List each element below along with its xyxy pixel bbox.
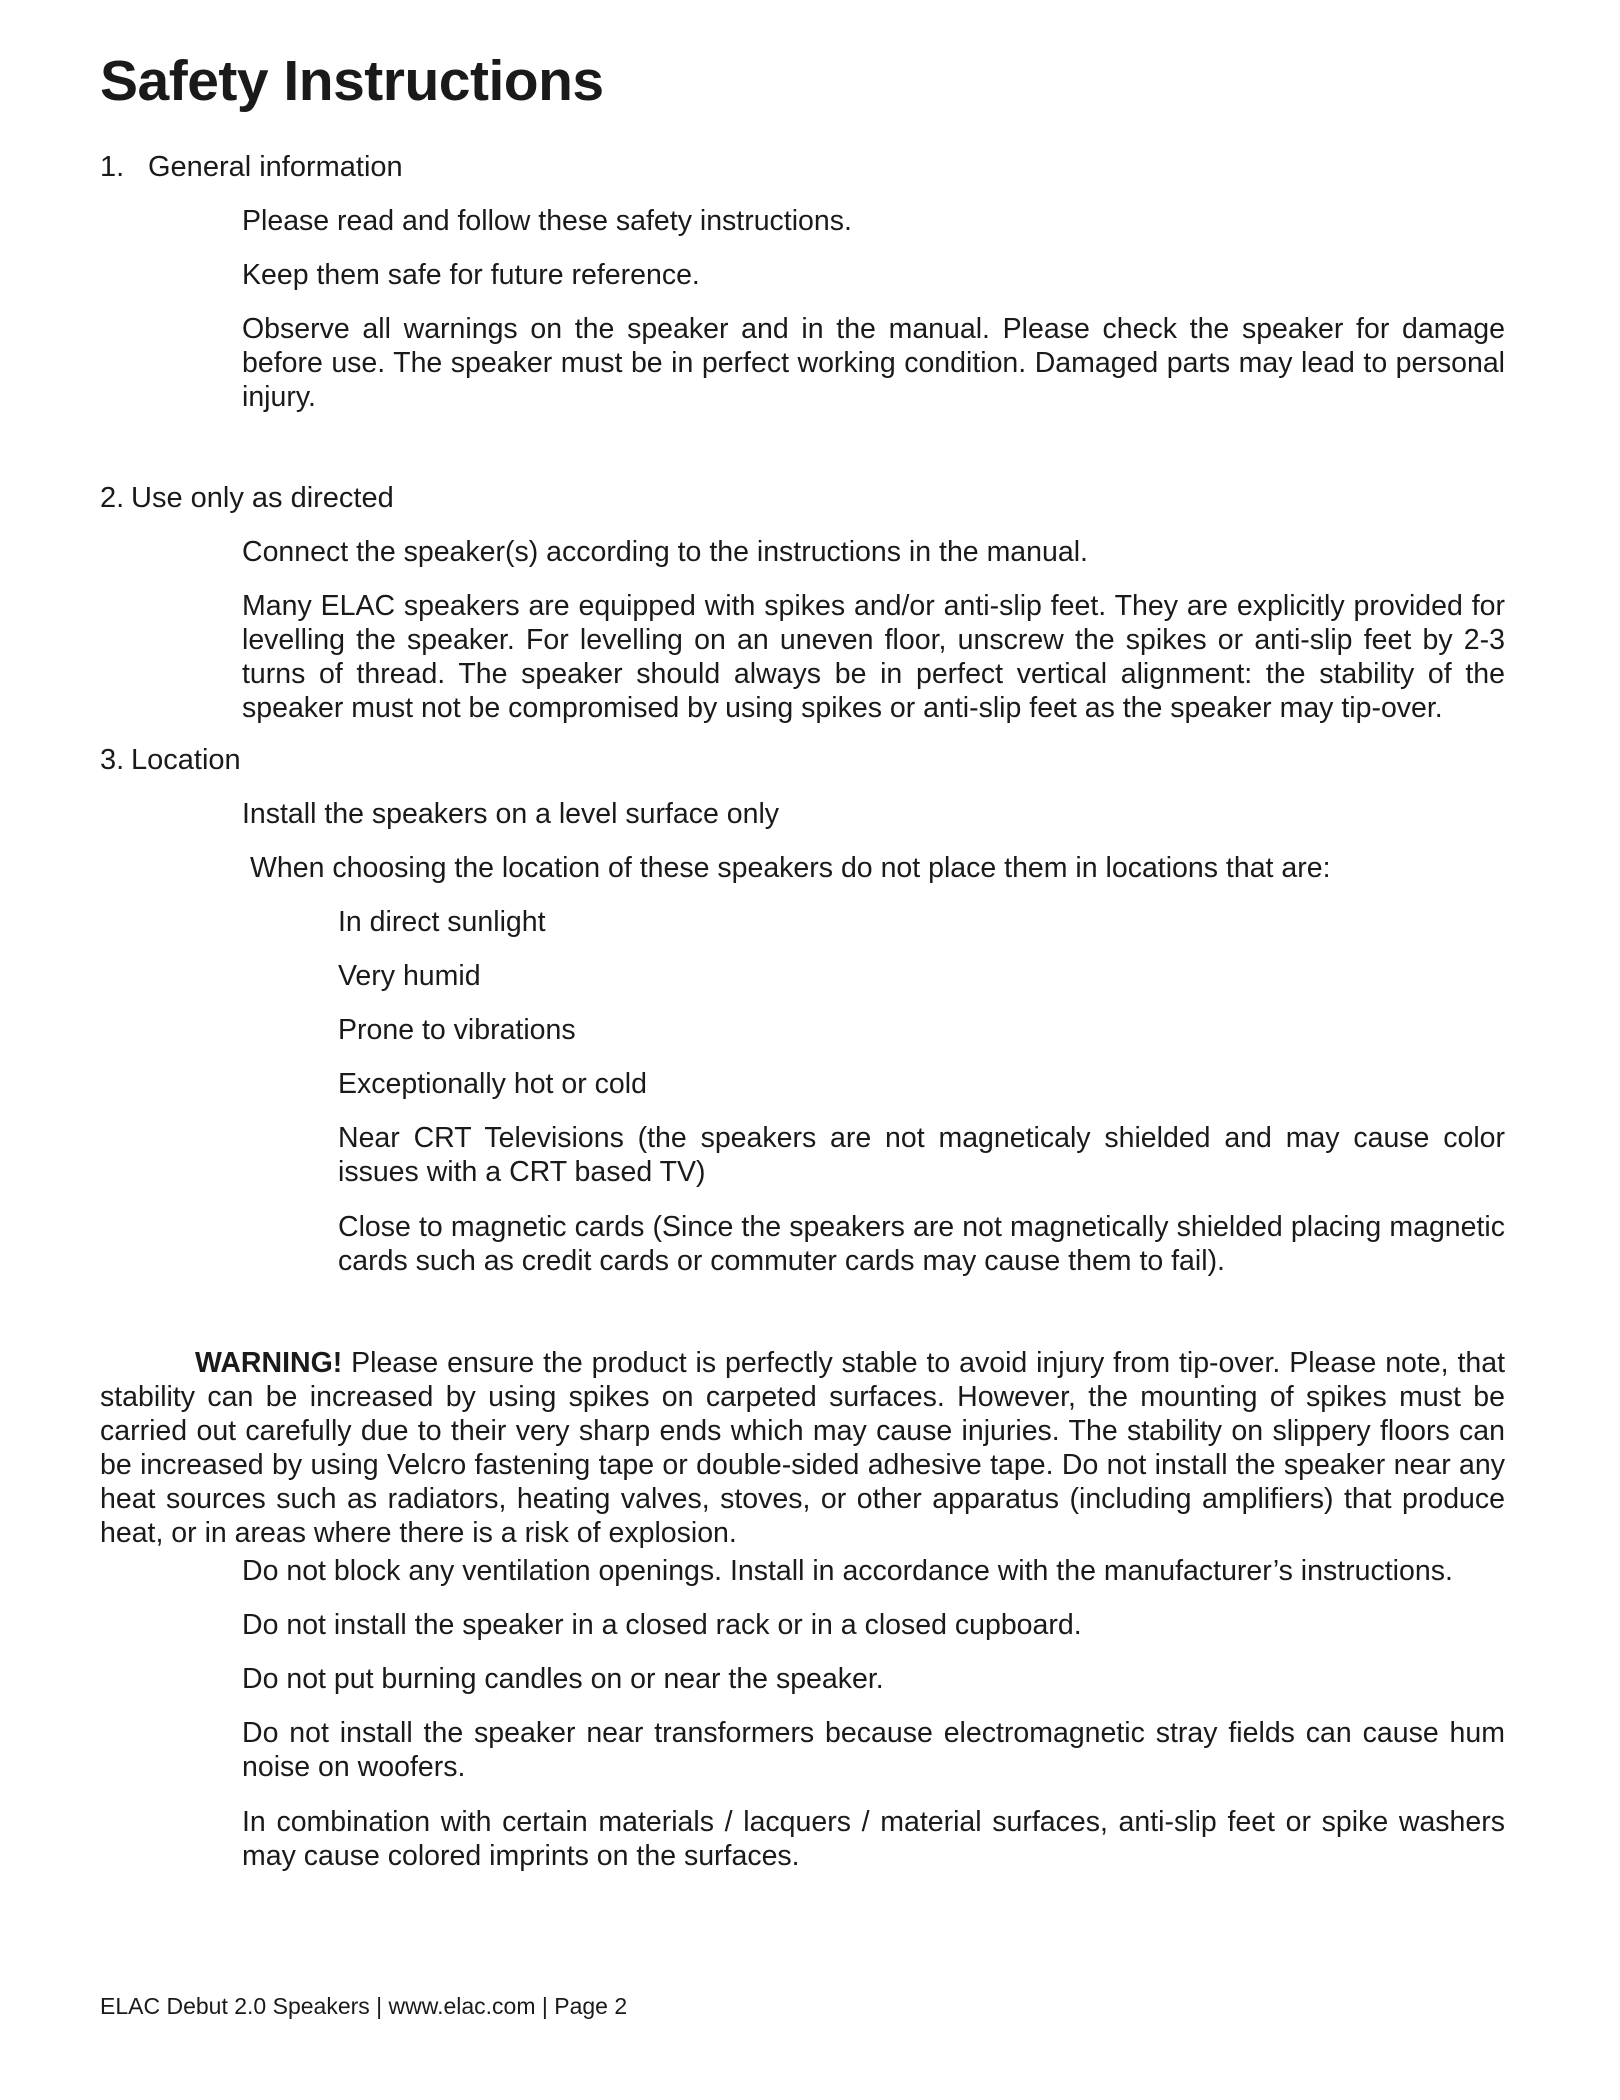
- paragraph: Do not install the speaker near transformers because electromagnetic stray fields can cause hum noise on woofers.: [242, 1717, 1505, 1783]
- section-title: Location: [131, 744, 241, 776]
- page-title: Safety Instructions: [100, 49, 604, 113]
- paragraph: Do not install the speaker in a closed rack or in a closed cupboard.: [242, 1609, 1082, 1641]
- location-item: Very humid: [338, 960, 481, 992]
- page-footer: ELAC Debut 2.0 Speakers | www.elac.com | Page 2: [100, 1993, 628, 2019]
- section-title: General information: [148, 151, 403, 183]
- paragraph: Connect the speaker(s) according to the instructions in the manual.: [242, 536, 1088, 568]
- paragraph: Many ELAC speakers are equipped with spikes and/or anti-slip feet. They are explicitly provided for levelling the speaker. For levelling on an uneven floor, unscrew the spikes or anti-slip feet by 2-3 turns of thread. The speaker should always be in perfect vertical alignment: the stability of the speaker must not be compromised by using spikes or anti-slip feet as the speaker may tip-over.: [242, 590, 1505, 724]
- location-item: Close to magnetic cards (Since the speakers are not magnetically shielded placing magnetic cards such as credit cards or commuter cards may cause them to fail).: [338, 1211, 1505, 1277]
- section-number: 1.: [100, 151, 125, 183]
- paragraph: Please read and follow these safety instructions.: [242, 205, 852, 237]
- warning-label: WARNING!: [195, 1347, 343, 1379]
- warning-text: Please ensure the product is perfectly stable to avoid injury from tip-over. Please note, that stability can be increased by using spikes on carpeted surfaces. However, the mounting of spikes must be carried out carefully due to their very sharp ends which may cause injuries. The stability on slippery floors can be increased by using Velcro fastening tape or double-sided adhesive tape. Do not install the speaker near any heat sources such as radiators, heating valves, stoves, or other apparatus (including amplifiers) that produce heat, or in areas where there is a risk of explosion.: [100, 1347, 1505, 1549]
- document-page: [100, 40, 1505, 1872]
- section-number: 3.: [100, 744, 125, 776]
- section-heading-general-information: [100, 150, 403, 184]
- section-heading-use-only-as-directed: [100, 481, 394, 515]
- paragraph: In combination with certain materials / lacquers / material surfaces, anti-slip feet or spike washers may cause colored imprints on the surfaces.: [242, 1806, 1505, 1872]
- location-item: Prone to vibrations: [338, 1014, 576, 1046]
- location-item: In direct sunlight: [338, 906, 546, 938]
- paragraph: Do not put burning candles on or near the speaker.: [242, 1663, 884, 1695]
- section-number: 2.: [100, 482, 125, 514]
- location-item: Near CRT Televisions (the speakers are not magneticaly shielded and may cause color issues with a CRT based TV): [338, 1122, 1505, 1188]
- paragraph: When choosing the location of these speakers do not place them in locations that are:: [250, 852, 1331, 884]
- section-heading-location: [100, 743, 241, 777]
- section-title: Use only as directed: [131, 482, 394, 514]
- paragraph: Keep them safe for future reference.: [242, 259, 700, 291]
- warning-paragraph: [100, 1346, 1505, 1550]
- location-item: Exceptionally hot or cold: [338, 1068, 647, 1100]
- paragraph: Observe all warnings on the speaker and in the manual. Please check the speaker for damage before use. The speaker must be in perfect working condition. Damaged parts may lead to personal injury.: [242, 313, 1505, 413]
- paragraph: Install the speakers on a level surface only: [242, 798, 780, 830]
- paragraph: Do not block any ventilation openings. Install in accordance with the manufacturer’s instructions.: [242, 1555, 1453, 1587]
